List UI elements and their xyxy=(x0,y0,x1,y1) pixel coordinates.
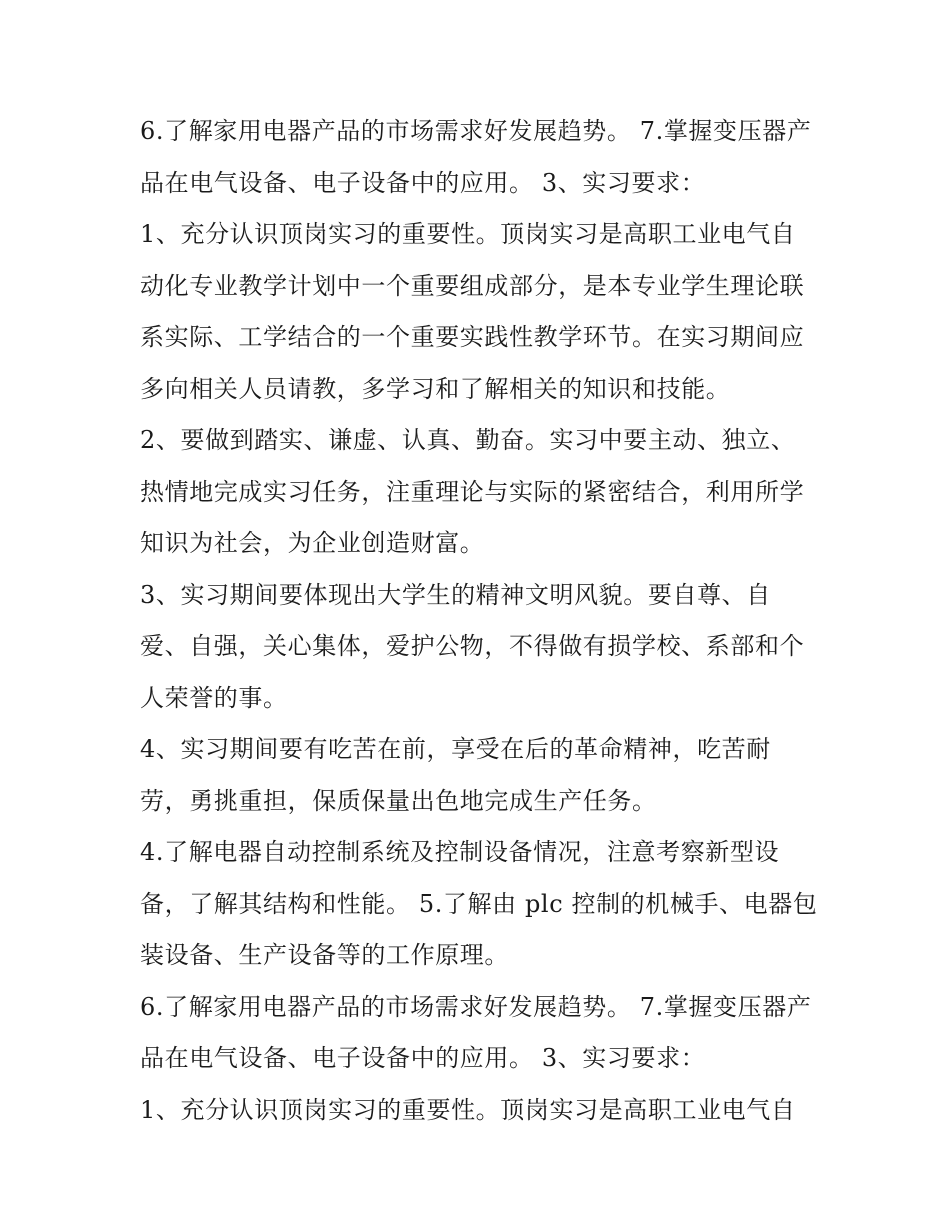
paragraph-requirement-4: 4、实习期间要有吃苦在前，享受在后的革命精神，吃苦耐 劳，勇挑重担，保质保量出色地完成生产任务。 xyxy=(140,735,771,815)
paragraph-requirement-2: 2、要做到踏实、谦虚、认真、勤奋。实习中要主动、独立、 热情地完成实习任务，注重理论与实际的紧密结合，利用所学 知识为社会，为企业创造财富。 xyxy=(140,426,805,557)
paragraph-requirement-1-repeat: 1、充分认识顶岗实习的重要性。顶岗实习是高职工业电气自 xyxy=(140,1095,796,1124)
paragraph-goals-4-5: 4.了解电器自动控制系统及控制设备情况，注意考察新型设 备，了解其结构和性能。 5.了解由 plc 控制的机械手、电器包 装设备、生产设备等的工作原理。 xyxy=(140,838,818,969)
document-body xyxy=(140,106,820,1136)
paragraph-goals-6-7-repeat: 6.了解家用电器产品的市场需求好发展趋势。 7.掌握变压器产 品在电气设备、电子设备中的应用。 3、实习要求： xyxy=(140,992,812,1072)
paragraph-requirement-1: 1、充分认识顶岗实习的重要性。顶岗实习是高职工业电气自 动化专业教学计划中一个重要组成部分，是本专业学生理论联 系实际、工学结合的一个重要实践性教学环节。在实习期间应 多向相关人员请教，多学习和了解相关的知识和技能。 xyxy=(140,220,805,403)
paragraph-intro-goals: 6.了解家用电器产品的市场需求好发展趋势。 7.掌握变压器产 品在电气设备、电子设备中的应用。 3、实习要求： xyxy=(140,117,812,197)
paragraph-requirement-3: 3、实习期间要体现出大学生的精神文明风貌。要自尊、自 爱、自强，关心集体，爱护公物，不得做有损学校、系部和个 人荣誉的事。 xyxy=(140,580,805,712)
